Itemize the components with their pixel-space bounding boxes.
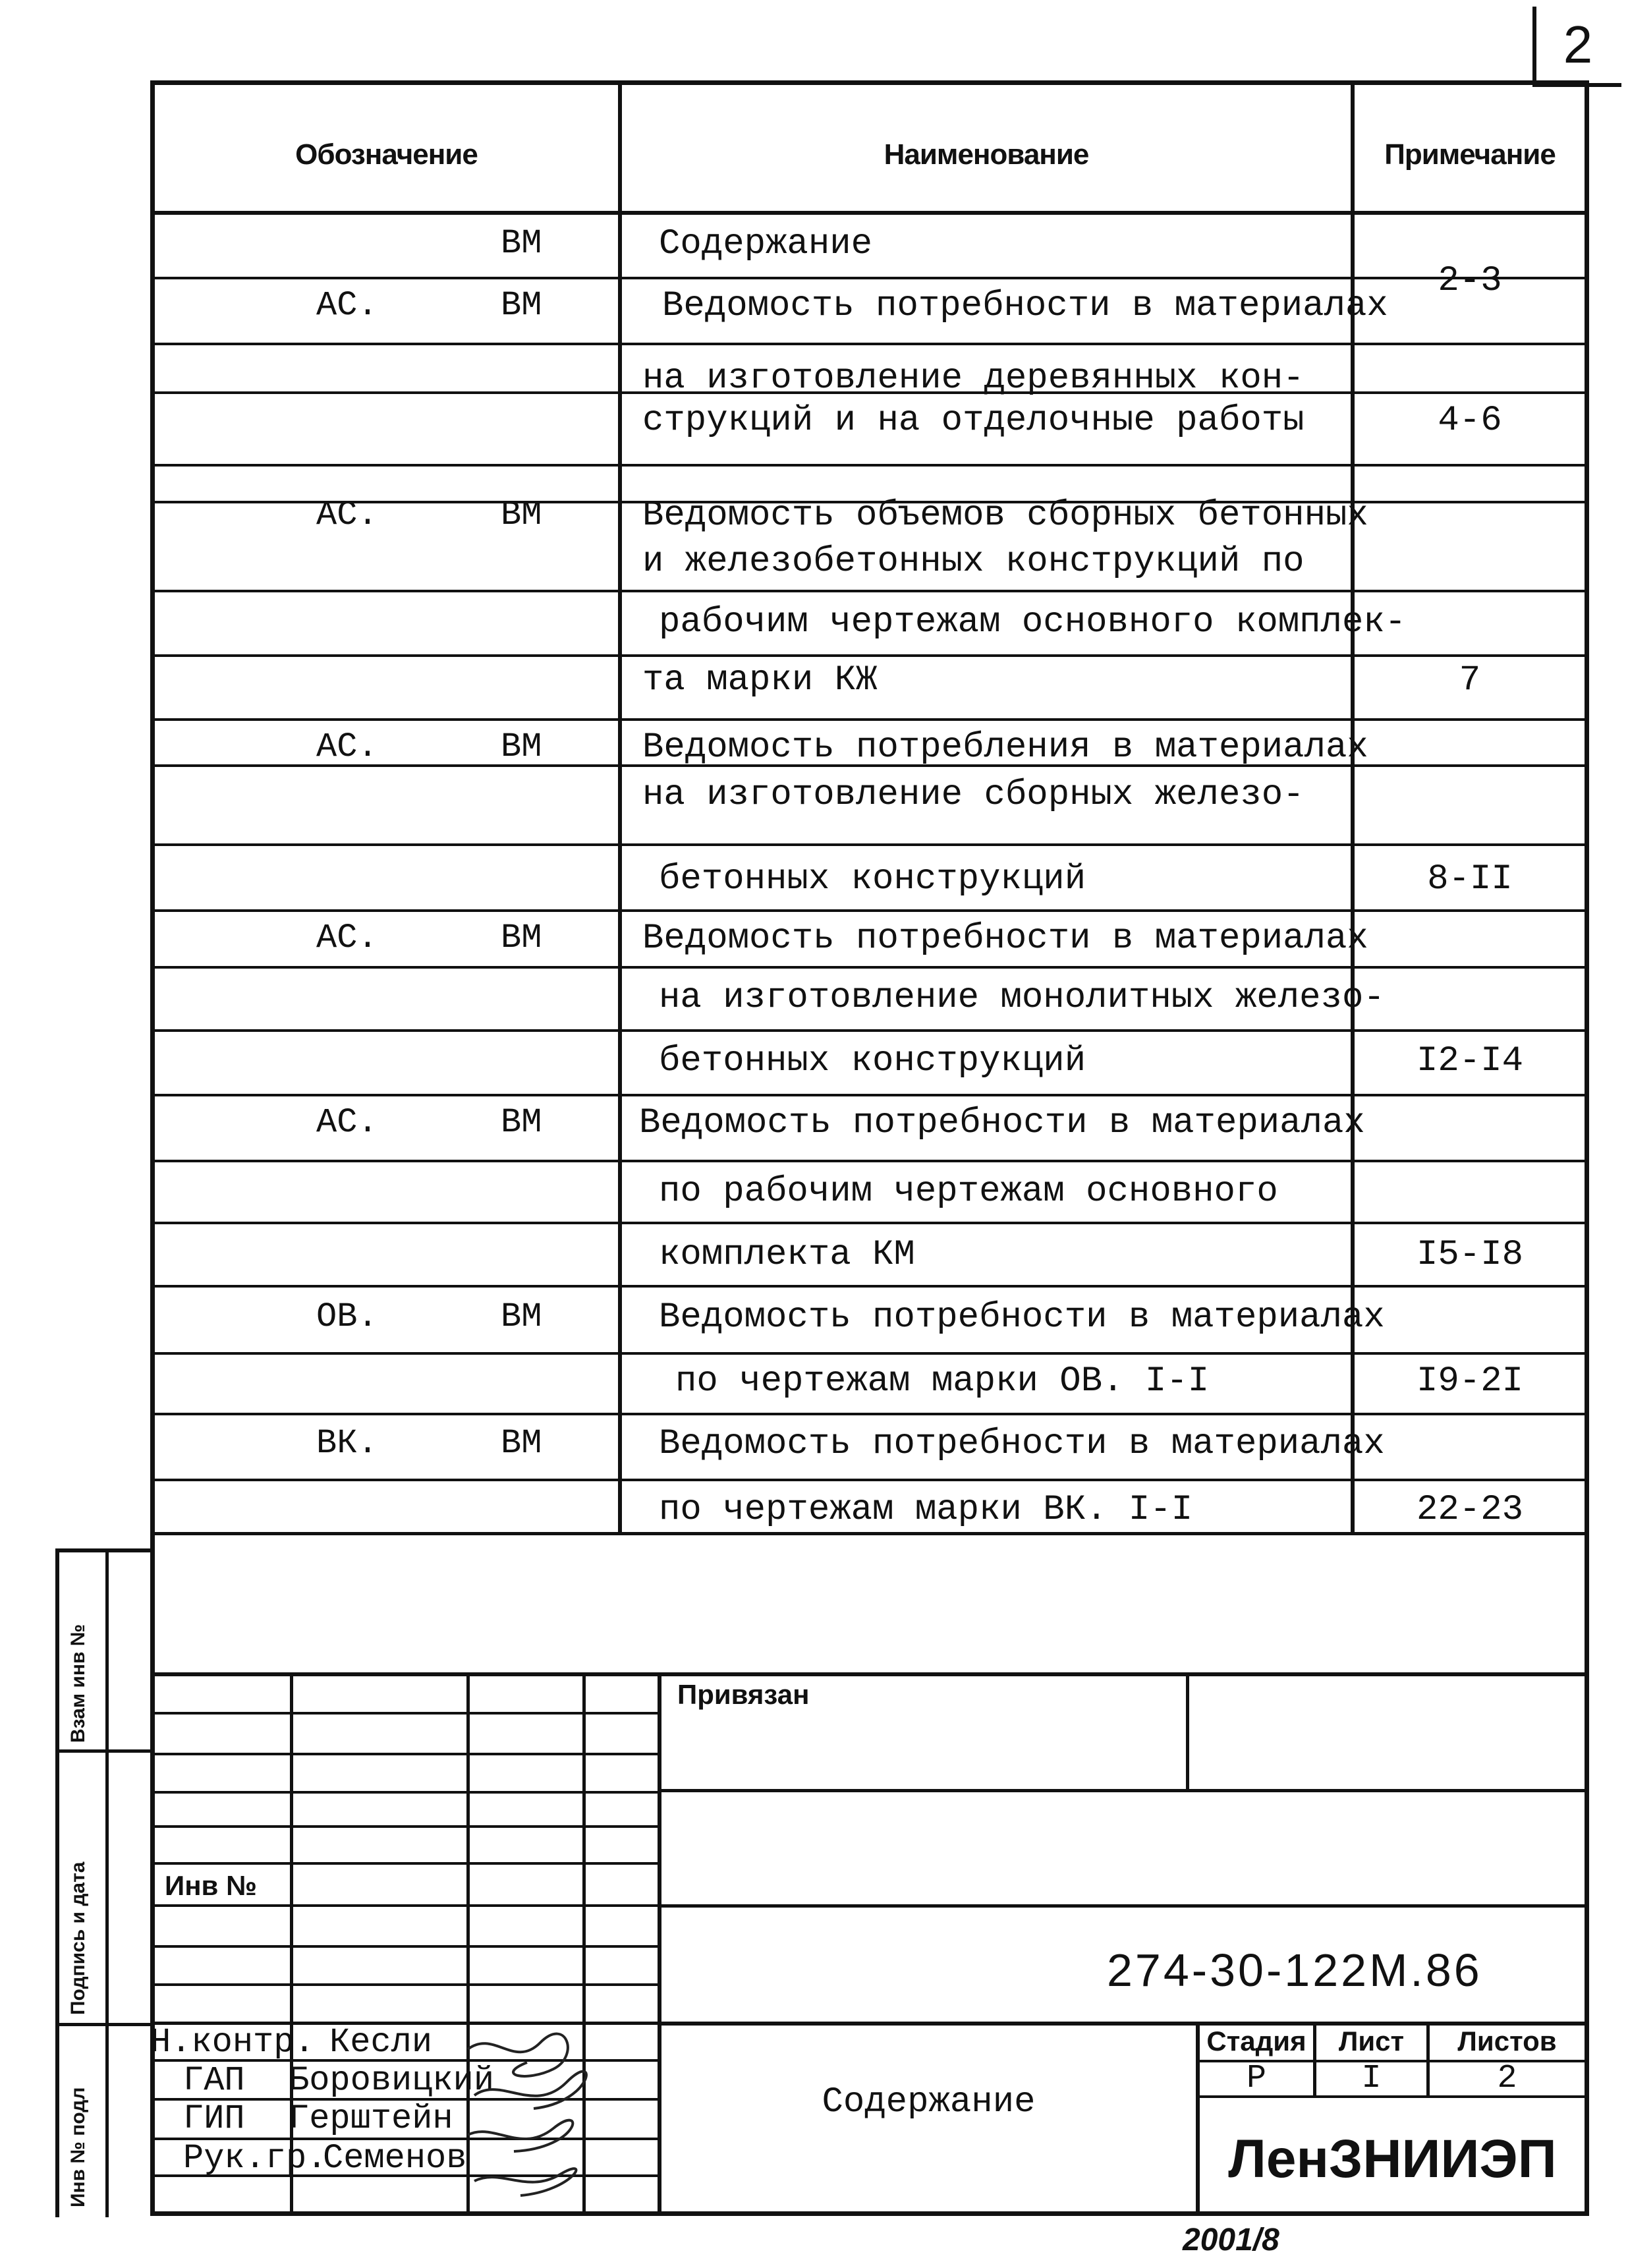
- row-note: 2-3: [1438, 261, 1502, 301]
- row-divider: [150, 1160, 1589, 1162]
- organization-name: ЛенЗНИИЭП: [1228, 2129, 1557, 2189]
- signer-role-3: Рук.гр.: [183, 2139, 327, 2178]
- row-code-mark: ВМ: [501, 224, 542, 263]
- row-code-mark: ВМ: [501, 727, 542, 766]
- row-note: 4-6: [1438, 401, 1502, 441]
- row-note: 22-23: [1416, 1490, 1524, 1530]
- row-name: бетонных конструкций: [659, 859, 1086, 899]
- row-name: на изготовление деревянных кон-: [642, 358, 1305, 399]
- row-name: Ведомость потребления в материалах: [642, 727, 1368, 768]
- row-divider: [150, 966, 1589, 969]
- row-code-mark: ВМ: [501, 919, 542, 957]
- signer-name-0: Кесли: [329, 2023, 433, 2062]
- row-code-mark: ВМ: [501, 496, 542, 534]
- row-code-series: АС.: [316, 1103, 378, 1142]
- row-name: Ведомость потребности в материалах: [659, 1424, 1385, 1464]
- row-divider: [150, 1285, 1589, 1288]
- row-divider: [150, 1352, 1589, 1355]
- row-note: I9-2I: [1416, 1361, 1524, 1402]
- row-name: по рабочим чертежам основного: [659, 1172, 1278, 1212]
- stage-value: Р: [1246, 2060, 1266, 2097]
- row-divider: [150, 1479, 1589, 1481]
- row-code-series: ОВ.: [316, 1297, 378, 1336]
- row-divider: [150, 464, 1589, 467]
- footer-note: 2001/8: [1183, 2223, 1279, 2257]
- row-code-mark: ВМ: [501, 286, 542, 325]
- sheet-label: Лист: [1338, 2026, 1405, 2056]
- row-divider: [150, 1222, 1589, 1224]
- row-name: Ведомость объемов сборных бетонных: [642, 496, 1368, 536]
- row-note: I5-I8: [1416, 1235, 1524, 1275]
- row-divider: [150, 343, 1589, 345]
- row-code-series: АС.: [316, 919, 378, 957]
- row-code-series: АС.: [316, 727, 378, 766]
- document-code: 274-30-122М.86: [1107, 1944, 1482, 1996]
- row-divider: [150, 909, 1589, 912]
- signer-role-2: ГИП: [183, 2099, 245, 2138]
- row-name: комплекта КМ: [659, 1235, 915, 1275]
- row-name: и железобетонных конструкций по: [642, 542, 1305, 582]
- row-divider: [150, 1094, 1589, 1096]
- side-label-vzam-inv: Взам инв №: [67, 1624, 89, 1743]
- side-label-inv-podl: Инв № подл: [67, 2087, 89, 2207]
- row-name: Ведомость потребности в материалах: [639, 1103, 1365, 1143]
- row-name: бетонных конструкций: [659, 1041, 1086, 1081]
- sheets-label: Листов: [1457, 2026, 1557, 2056]
- signer-name-3: Семенов: [323, 2139, 467, 2178]
- header-name: Наименование: [884, 138, 1089, 171]
- row-code-series: АС.: [316, 286, 378, 325]
- page-number: 2: [1563, 15, 1593, 74]
- sheets-value: 2: [1497, 2060, 1517, 2097]
- row-divider: [150, 1029, 1589, 1032]
- row-divider: [150, 843, 1589, 846]
- side-label-podpis-data: Подпись и дата: [67, 1861, 89, 2015]
- header-designation: Обозначение: [295, 138, 478, 171]
- row-name: на изготовление монолитных железо-: [659, 978, 1385, 1018]
- row-code-mark: ВМ: [501, 1103, 542, 1142]
- row-name: по чертежам марки ОВ. I-I: [675, 1361, 1210, 1402]
- row-name: Ведомость потребности в материалах: [642, 919, 1368, 959]
- signer-role-0: Н.контр.: [150, 2023, 315, 2062]
- row-name: на изготовление сборных железо-: [642, 775, 1305, 815]
- signer-role-1: ГАП: [183, 2061, 245, 2100]
- row-code-series: АС.: [316, 496, 378, 534]
- row-name: Содержание: [659, 224, 873, 264]
- row-name: по чертежам марки ВК. I-I: [659, 1490, 1193, 1530]
- row-divider: [150, 654, 1589, 657]
- row-code-series: ВК.: [316, 1424, 378, 1463]
- signer-name-2: Герштейн: [289, 2099, 453, 2138]
- stage-label: Стадия: [1206, 2026, 1306, 2056]
- row-code-mark: ВМ: [501, 1297, 542, 1336]
- row-note: I2-I4: [1416, 1041, 1524, 1081]
- row-divider: [150, 590, 1589, 592]
- row-code-mark: ВМ: [501, 1424, 542, 1463]
- header-note: Примечание: [1384, 138, 1556, 171]
- privyazan-label: Привязан: [677, 1679, 810, 1710]
- row-note: 7: [1459, 660, 1481, 700]
- row-name: рабочим чертежам основного комплек-: [659, 602, 1407, 642]
- row-divider: [150, 718, 1589, 721]
- row-note: 8-II: [1427, 859, 1513, 899]
- row-divider: [150, 1413, 1589, 1415]
- row-name: та марки КЖ: [642, 660, 878, 700]
- stamp-title: Содержание: [822, 2082, 1036, 2122]
- inv-no-label: Инв №: [165, 1870, 257, 1901]
- row-name: Ведомость потребности в материалах: [659, 1297, 1385, 1338]
- row-name: Ведомость потребности в материалах: [662, 286, 1388, 326]
- signatures-scribble: [455, 2016, 600, 2214]
- signer-name-1: Боровицкий: [289, 2061, 495, 2100]
- sheet-value: I: [1361, 2060, 1382, 2097]
- row-name: струкций и на отделочные работы: [642, 401, 1305, 441]
